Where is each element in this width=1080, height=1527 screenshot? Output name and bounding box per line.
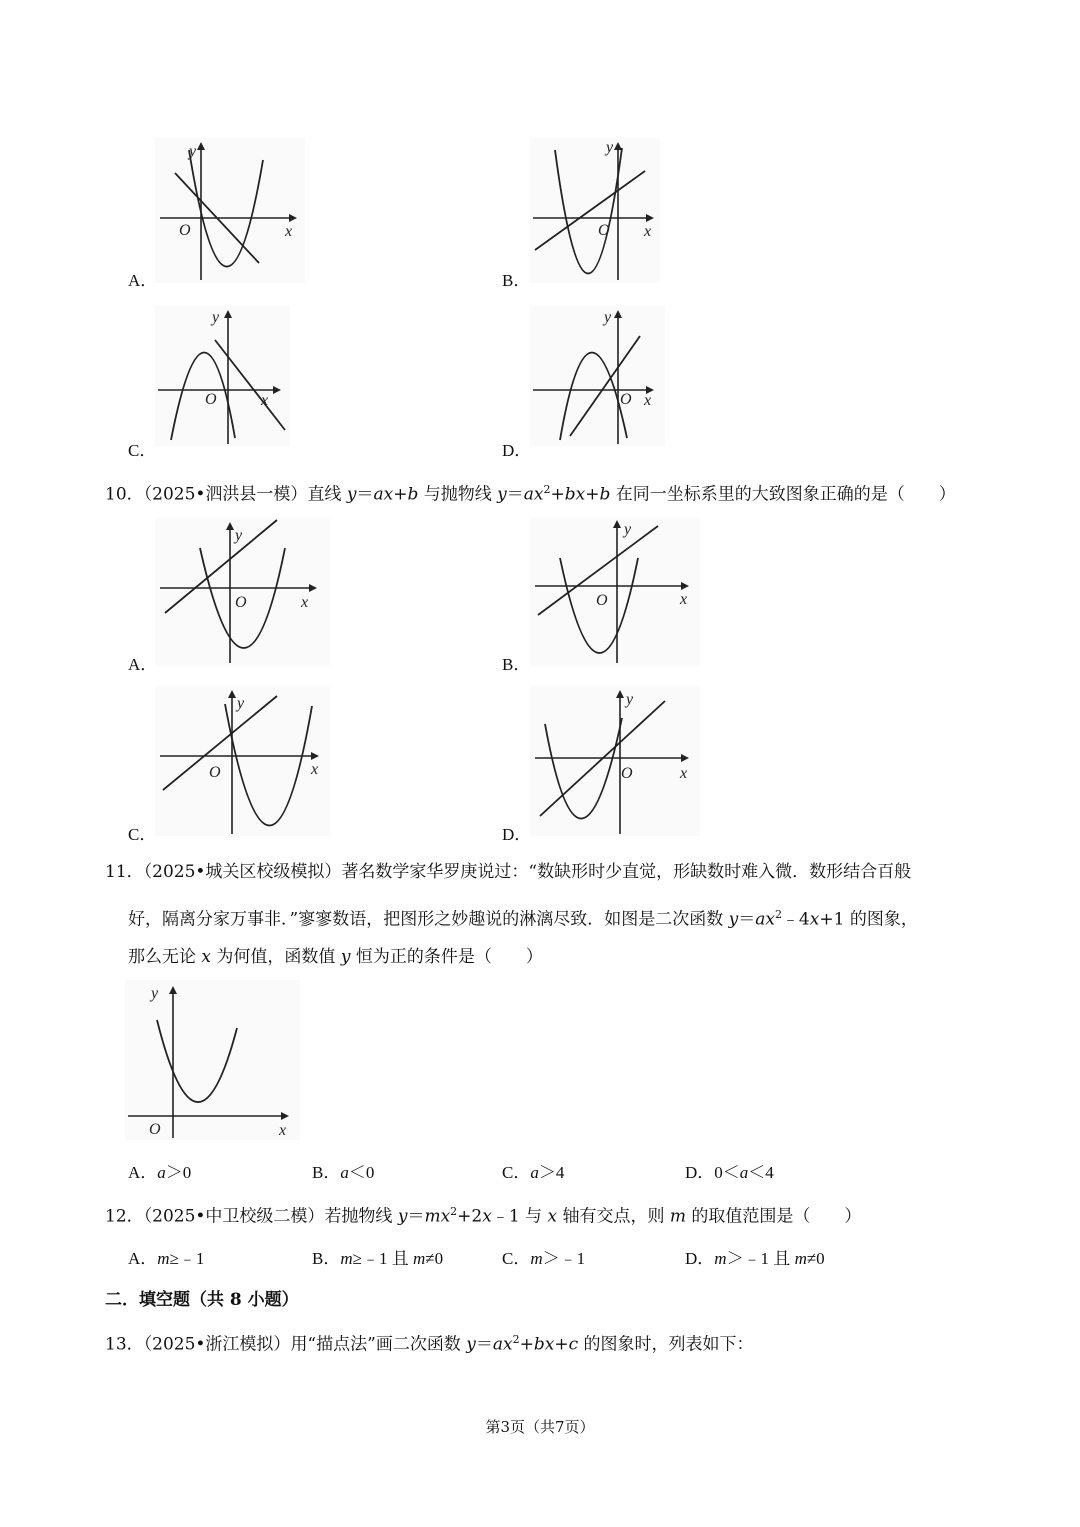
page-footer: 第3页（共7页） [485, 1418, 595, 1436]
q12-choice-b[interactable]: B．m≥﹣1 且 m≠0 [312, 1249, 444, 1268]
q11-choice-d[interactable]: D．0＜a＜4 [685, 1163, 774, 1182]
q10-graph-c [155, 686, 330, 836]
origin-label: O [205, 391, 217, 408]
q11-choice-b[interactable]: B．a＜0 [312, 1163, 375, 1182]
question-11-line3: 那么无论 x 为何值，函数值 y 恒为正的条件是（ ） [128, 947, 543, 967]
q10-option-b-label[interactable]: B． [502, 655, 531, 674]
q9-option-c-label[interactable]: C． [128, 441, 157, 460]
question-11-line2: 好，隔离分家万事非．”寥寥数语，把图形之妙趣说的淋漓尽致．如图是二次函数 $y=ax^2﹣4x+1$ 的图象， [128, 908, 918, 930]
origin-label: O [620, 391, 632, 408]
q10-graph-a-svg [155, 518, 330, 666]
x-axis-label: x [261, 392, 269, 409]
origin-label: O [598, 222, 610, 239]
q9-graph-a [155, 138, 305, 283]
origin-label: O [596, 592, 608, 609]
q9-graph-c [155, 306, 290, 446]
q12-choice-d[interactable]: D．m＞﹣1 且 m≠0 [685, 1249, 825, 1268]
origin-label: O [209, 764, 221, 781]
q11-choice-a[interactable]: A．a＞0 [128, 1163, 192, 1182]
x-axis-label: x [311, 761, 319, 778]
y-axis-label: y [235, 527, 243, 544]
x-axis-label: x [285, 223, 293, 240]
q9-option-d-label[interactable]: D． [502, 441, 532, 460]
q9-graph-b [530, 138, 660, 283]
q9-graph-b-svg [530, 138, 660, 283]
origin-label: O [621, 765, 633, 782]
q10-graph-a [155, 518, 330, 666]
y-axis-label: y [606, 139, 614, 156]
q10-option-a-label[interactable]: A． [128, 655, 158, 674]
y-axis-label: y [624, 521, 632, 538]
q9-option-b-label[interactable]: B． [502, 271, 531, 290]
question-12: 12．（2025•中卫校级二模）若抛物线 $y=mx^2+2x﹣1$ 与 x 轴有交点，则 m 的取值范围是（ ） [105, 1205, 862, 1227]
q11-graph [125, 980, 300, 1140]
x-axis-label: x [644, 223, 652, 240]
q10-graph-d [530, 686, 700, 836]
q12-choice-c[interactable]: C．m＞﹣1 [502, 1249, 586, 1268]
y-axis-label: y [212, 309, 220, 326]
q10-graph-b [530, 518, 700, 666]
q10-graph-b-svg [530, 518, 700, 666]
q10-graph-d-svg [530, 686, 700, 836]
origin-label: O [179, 222, 191, 239]
x-axis-label: x [680, 591, 688, 608]
q9-graph-a-svg [155, 138, 305, 283]
q9-option-a-label[interactable]: A． [128, 271, 158, 290]
q12-choice-a[interactable]: A．m≥﹣1 [128, 1249, 205, 1268]
x-axis-label: x [644, 392, 652, 409]
q10-option-c-label[interactable]: C． [128, 825, 157, 844]
question-10: 10．（2025•泗洪县一模）直线 y＝ax+b 与抛物线 $y=ax^2+bx+b$ 在同一坐标系里的大致图象正确的是（ ） [105, 483, 956, 505]
x-axis-label: x [301, 594, 309, 611]
q9-graph-d [530, 306, 665, 446]
y-axis-label: y [626, 691, 634, 708]
x-axis-label: x [279, 1122, 287, 1139]
y-axis-label: y [151, 985, 159, 1002]
q9-graph-d-svg [530, 306, 665, 446]
x-axis-label: x [680, 765, 688, 782]
q10-graph-c-svg [155, 686, 330, 836]
q11-graph-svg [125, 980, 300, 1140]
y-axis-label: y [237, 695, 245, 712]
question-11-line1: 11．（2025•城关区校级模拟）著名数学家华罗庚说过：“数缺形时少直觉，形缺数时难入微．数形结合百般 [105, 862, 912, 882]
q11-choice-c[interactable]: C．a＞4 [502, 1163, 565, 1182]
origin-label: O [149, 1121, 161, 1138]
y-axis-label: y [604, 309, 612, 326]
question-13: 13．（2025•浙江模拟）用“描点法”画二次函数 $y=ax^2+bx+c$ 的图象时，列表如下： [105, 1333, 754, 1355]
q9-graph-c-svg [155, 306, 290, 446]
q10-option-d-label[interactable]: D． [502, 825, 532, 844]
section-heading: 二．填空题（共 8 小题） [105, 1290, 299, 1310]
origin-label: O [235, 594, 247, 611]
y-axis-label: y [189, 143, 197, 160]
